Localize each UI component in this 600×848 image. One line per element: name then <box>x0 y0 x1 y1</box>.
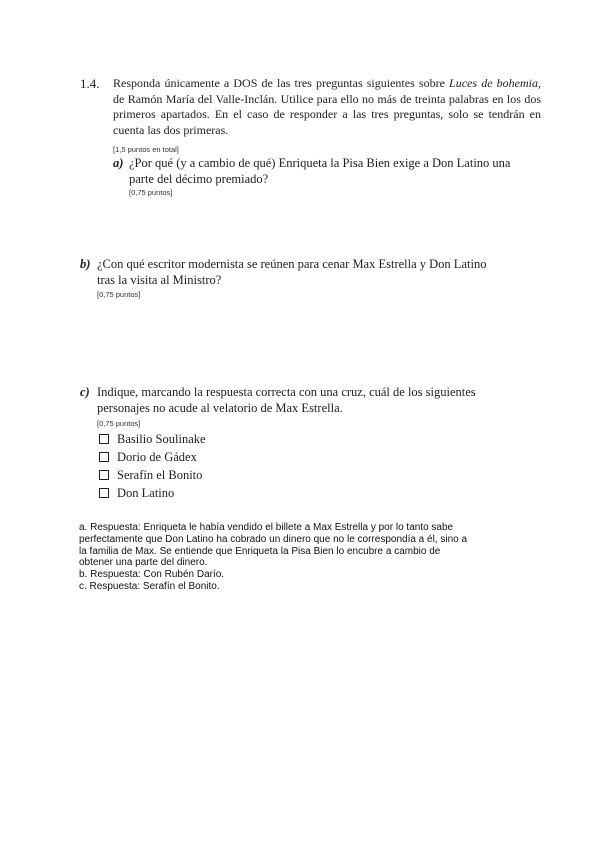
question-number: 1.4. <box>80 76 100 91</box>
part-c-points: [0,75 puntos] <box>97 419 141 428</box>
instructions-part-2: , de Ramón María del Valle-Inclán. Utilice para ello no más de treinta palabras en los dos primeros apartados. En el caso de responder a las tres preguntas, solo se tendrán en cuenta las dos primeras. <box>113 76 541 137</box>
option-serafin-el-bonito[interactable] <box>99 467 202 483</box>
option-label: Basilio Soulinake <box>117 432 206 446</box>
answer-line: perfectamente que Don Latino ha cobrado un dinero que no le correspondía a él, sino a <box>79 533 468 545</box>
part-a-points: [0,75 puntos] <box>129 188 173 197</box>
option-don-latino[interactable] <box>99 485 174 501</box>
checkbox[interactable] <box>99 452 109 462</box>
option-label: Dorio de Gádex <box>117 450 197 464</box>
answer-line: a. Respuesta: Enriqueta le había vendido el billete a Max Estrella y por lo tanto sabe <box>79 522 454 533</box>
checkbox[interactable] <box>99 470 109 480</box>
part-a-label: a) <box>113 156 124 170</box>
part-c-line-2: personajes no acude al velatorio de Max Estrella. <box>97 401 343 415</box>
checkbox[interactable] <box>99 434 109 444</box>
option-label: Serafín el Bonito <box>117 468 203 482</box>
option-dorio-de-gadex[interactable] <box>99 449 197 465</box>
question-points: [1,5 puntos en total] <box>113 145 179 154</box>
answer-line: b. Respuesta: Con Rubén Darío. <box>79 569 225 581</box>
answer-key <box>79 522 541 593</box>
part-a-line-2: parte del décimo premiado? <box>129 172 269 186</box>
part-c-label: c) <box>80 385 90 399</box>
part-b-points: [0,75 puntos] <box>97 290 141 299</box>
part-c-line-1: Indique, marcando la respuesta correcta con una cruz, cuál de los siguientes <box>97 385 476 399</box>
part-b-line-1: ¿Con qué escritor modernista se reúnen para cenar Max Estrella y Don Latino <box>97 257 487 271</box>
answer-line: c. Respuesta: Serafín el Bonito. <box>79 580 220 592</box>
option-basilio-soulinake[interactable] <box>99 431 206 447</box>
checkbox[interactable] <box>99 488 109 498</box>
answer-line: la familia de Max. Se entiende que Enriqueta la Pisa Bien lo encubre a cambio de <box>79 545 441 557</box>
part-b-line-2: tras la visita al Ministro? <box>97 273 222 287</box>
question-instructions <box>113 76 541 158</box>
work-title: Luces de bohemia <box>449 76 538 90</box>
part-a-line-1: ¿Por qué (y a cambio de qué) Enriqueta la Pisa Bien exige a Don Latino una <box>129 156 511 170</box>
option-label: Don Latino <box>117 486 175 500</box>
part-b-label: b) <box>80 257 91 271</box>
instructions-part-1: Responda únicamente a DOS de las tres preguntas siguientes sobre <box>113 76 450 90</box>
answer-line: obtener una parte del dinero. <box>79 557 208 569</box>
